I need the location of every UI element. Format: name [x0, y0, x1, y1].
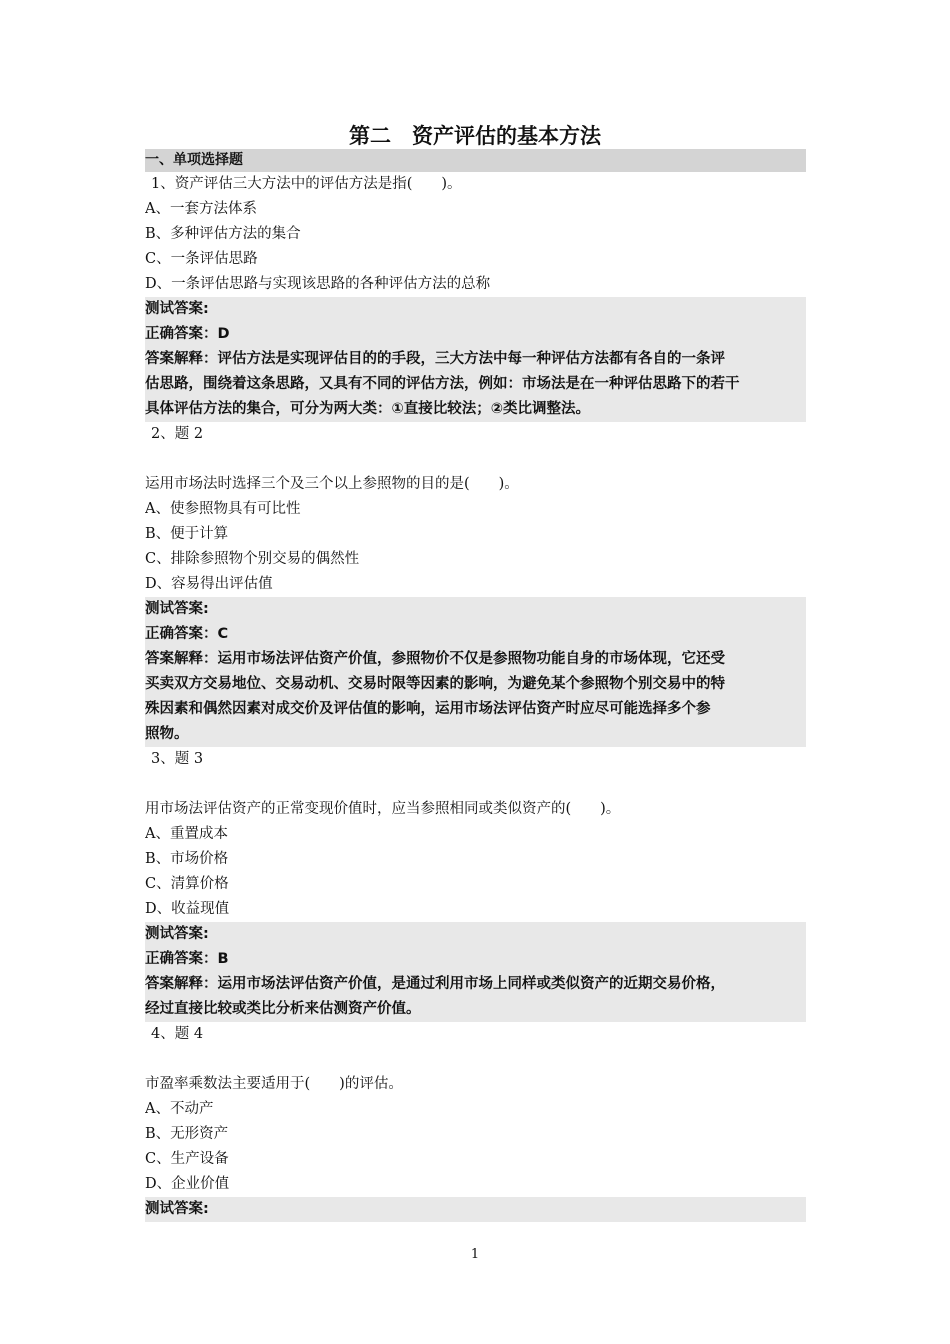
question-3-option-c: C、清算价格 [145, 876, 229, 892]
question-1-option-c: C、一条评估思路 [145, 251, 258, 267]
spacer [145, 447, 806, 472]
question-4-stem: 市盈率乘数法主要适用于( )的评估。 [145, 1076, 403, 1092]
question-4-option-b: B、无形资产 [145, 1126, 229, 1142]
explanation-line: 照物。 [145, 726, 189, 742]
document-body [145, 149, 806, 1222]
correct-answer: 正确答案：D [145, 326, 230, 342]
question-3-option-d: D、收益现值 [145, 901, 230, 917]
question-3-number: 3、题 3 [151, 751, 204, 767]
test-answer-label: 测试答案: [145, 301, 209, 317]
question-4-option-c: C、生产设备 [145, 1151, 229, 1167]
test-answer-label: 测试答案: [145, 1201, 209, 1217]
explanation-line: 殊因素和偶然因素对成交价及评估值的影响，运用市场法评估资产时应尽可能选择多个参 [145, 701, 711, 717]
question-1-option-a: A、一套方法体系 [145, 201, 257, 217]
explanation-line: 经过直接比较或类比分析来估测资产价值。 [145, 1001, 421, 1017]
question-2-stem: 运用市场法时选择三个及三个以上参照物的目的是( )。 [145, 476, 519, 492]
explanation-line: 答案解释：运用市场法评估资产价值，是通过利用市场上同样或类似资产的近期交易价格， [145, 976, 725, 992]
question-2-number: 2、题 2 [151, 426, 204, 442]
question-2-option-c: C、排除参照物个别交易的偶然性 [145, 551, 360, 567]
question-3-option-a: A、重置成本 [145, 826, 228, 842]
page-title: 第二 资产评估的基本方法 [349, 124, 601, 148]
question-3-option-b: B、市场价格 [145, 851, 229, 867]
test-answer-label: 测试答案: [145, 601, 209, 617]
question-4-number: 4、题 4 [151, 1026, 204, 1042]
correct-answer: 正确答案：C [145, 626, 229, 642]
question-2-option-d: D、容易得出评估值 [145, 576, 273, 592]
question-1-option-b: B、多种评估方法的集合 [145, 226, 301, 242]
explanation-line: 答案解释：运用市场法评估资产价值，参照物价不仅是参照物功能自身的市场体现，它还受 [145, 651, 725, 667]
question-1-answer-box [145, 297, 806, 422]
question-2-option-a: A、使参照物具有可比性 [145, 501, 301, 517]
explanation-line: 估思路，围绕着这条思路，又具有不同的评估方法，例如：市场法是在一种评估思路下的若干 [145, 376, 740, 392]
question-4-answer-box [145, 1197, 806, 1222]
question-4-option-a: A、不动产 [145, 1101, 214, 1117]
question-1-stem: 1、资产评估三大方法中的评估方法是指( )。 [151, 176, 462, 192]
explanation-line: 具体评估方法的集合，可分为两大类：①直接比较法；②类比调整法。 [145, 401, 591, 417]
spacer [145, 772, 806, 797]
spacer [145, 1047, 806, 1072]
question-3-stem: 用市场法评估资产的正常变现价值时，应当参照相同或类似资产的( )。 [145, 801, 621, 817]
question-2-option-b: B、便于计算 [145, 526, 229, 542]
correct-answer: 正确答案：B [145, 951, 229, 967]
test-answer-label: 测试答案: [145, 926, 209, 942]
question-4-option-d: D、企业价值 [145, 1176, 230, 1192]
question-3-answer-box [145, 922, 806, 1022]
explanation-line: 答案解释：评估方法是实现评估目的的手段，三大方法中每一种评估方法都有各自的一条评 [145, 351, 725, 367]
question-2-answer-box [145, 597, 806, 747]
section-heading: 一、单项选择题 [145, 149, 806, 172]
explanation-line: 买卖双方交易地位、交易动机、交易时限等因素的影响，为避免某个参照物个别交易中的特 [145, 676, 725, 692]
page-number: 1 [470, 1247, 480, 1262]
question-1-option-d: D、一条评估思路与实现该思路的各种评估方法的总称 [145, 276, 491, 292]
